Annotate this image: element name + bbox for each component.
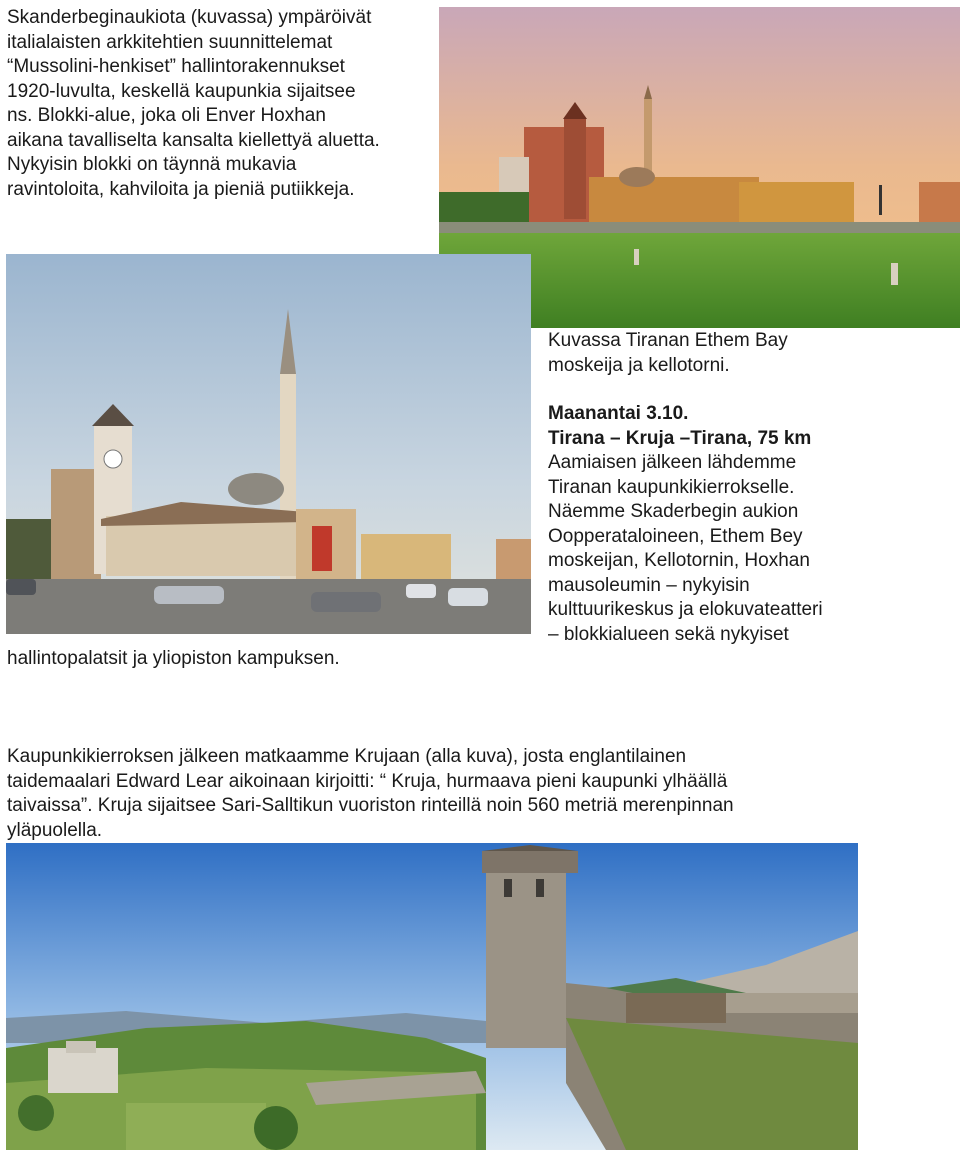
text-line: Nykyisin blokki on täynnä mukavia <box>7 154 297 175</box>
itinerary-line: moskeijan, Kellotornin, Hoxhan <box>548 550 810 571</box>
caption-line: Kuvassa Tiranan Ethem Bay <box>548 330 788 351</box>
text-line: taidemaalari Edward Lear aikoinaan kirjoitti: “ Kruja, hurmaava pieni kaupunki ylhäällä <box>7 770 728 792</box>
caption-line: moskeija ja kellotorni. <box>548 354 730 376</box>
text-line: “Mussolini-henkiset” hallintorakennukset <box>7 56 345 77</box>
itinerary-line: mausoleumin – nykyisin <box>548 574 750 596</box>
text-line: taivaissa”. Kruja sijaitsee Sari-Salltikun vuoriston rinteillä noin 560 metriä merenpinnan <box>7 795 734 816</box>
itinerary-line: Tiranan kaupunkikierrokselle. <box>548 476 795 498</box>
text-line: ns. Blokki-alue, joka oli Enver Hoxhan <box>7 105 326 126</box>
itinerary-continuation: hallintopalatsit ja yliopiston kampuksen. <box>7 648 340 669</box>
itinerary-line: kulttuurikeskus ja elokuvateatteri <box>548 599 823 620</box>
itinerary-line: Näemme Skaderbegin aukion <box>548 501 799 522</box>
text-line: italialaisten arkkitehtien suunnittelemat <box>7 31 333 53</box>
itinerary-line: Aamiaisen jälkeen lähdemme <box>548 452 797 473</box>
day-date: Maanantai 3.10. <box>548 403 689 424</box>
photo-caption <box>548 329 953 378</box>
text-line: yläpuolella. <box>7 819 103 841</box>
intro-paragraph <box>7 6 432 202</box>
text-line: Kaupunkikierroksen jälkeen matkaamme Krujaan (alla kuva), josta englantilainen <box>7 746 687 767</box>
kruja-castle-photo <box>6 843 858 1150</box>
text-line: 1920-luvulta, keskellä kaupunkia sijaitsee <box>7 80 356 102</box>
ethem-bey-mosque-photo <box>6 254 531 634</box>
text-line: aikana tavalliselta kansalta kiellettyä aluetta. <box>7 129 380 151</box>
kruja-paragraph <box>7 745 952 843</box>
text-line: Skanderbeginaukiota (kuvassa) ympäröivät <box>7 7 372 28</box>
day-route: Tirana – Kruja –Tirana, 75 km <box>548 427 812 449</box>
day-itinerary <box>548 402 953 647</box>
itinerary-line: Oopperataloineen, Ethem Bey <box>548 525 803 547</box>
text-line: ravintoloita, kahviloita ja pieniä putiikkeja. <box>7 178 355 200</box>
itinerary-line: – blokkialueen sekä nykyiset <box>548 623 789 645</box>
